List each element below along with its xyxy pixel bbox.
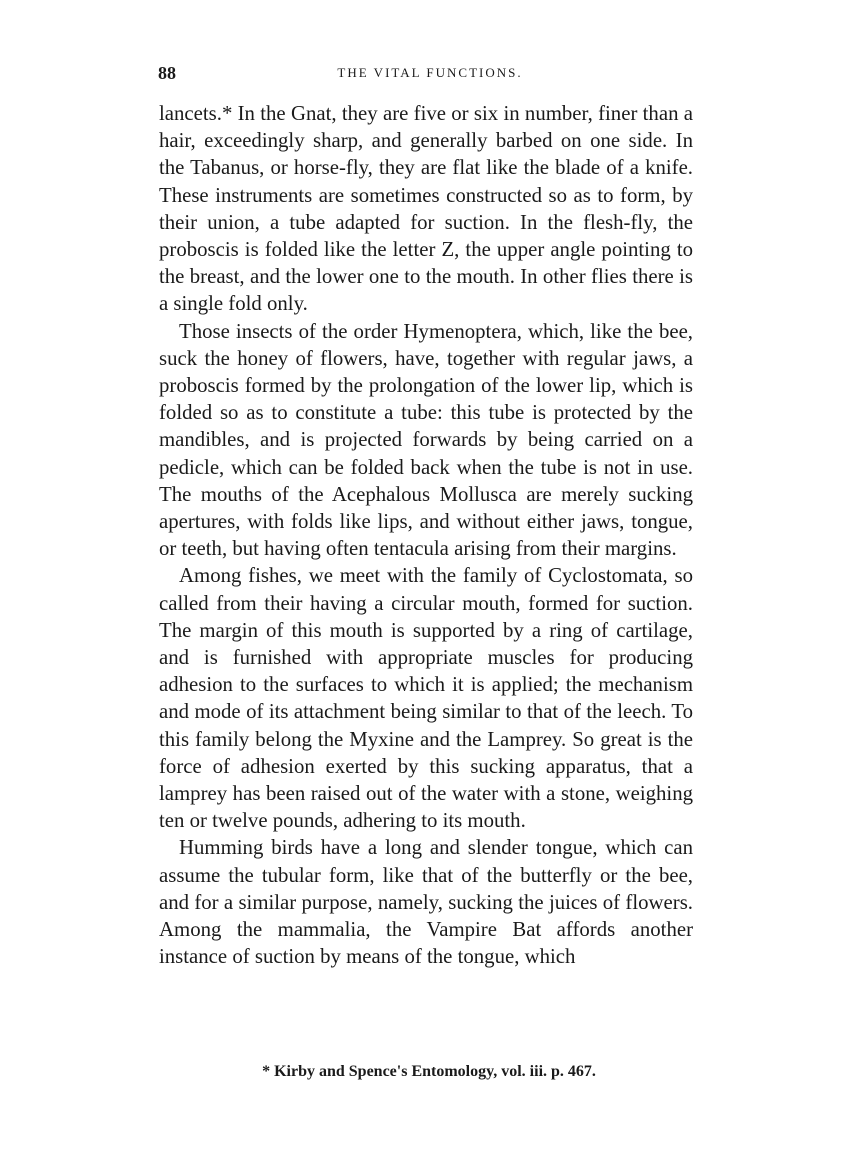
running-title: THE VITAL FUNCTIONS. bbox=[337, 65, 523, 80]
footnote: * Kirby and Spence's Entomology, vol. iii. p. 467. bbox=[262, 1063, 596, 1080]
page-number: 88 bbox=[158, 63, 176, 83]
paragraph-2: Those insects of the order Hymenoptera, which, like the bee, suck the honey of flowers, have, together with regular jaws, a proboscis formed by the prolongation of the lower lip, which is folded so as to constitute a tube: this tube is protected by the mandibles, and is projected forwards by being carried on a pedicle, which can be folded back when the tube is not in use. The mouths of the Acephalous Mollusca are merely sucking apertures, with folds like lips, and without either jaws, tongue, or teeth, but having often tentacula arising from their margins. bbox=[159, 319, 693, 561]
body-text bbox=[159, 100, 693, 971]
paragraph-1: lancets.* In the Gnat, they are five or six in number, finer than a hair, exceedingly sharp, and generally barbed on one side. In the Tabanus, or horse-fly, they are flat like the blade of a knife. These instruments are sometimes constructed so as to form, by their union, a tube adapted for suction. In the flesh-fly, the proboscis is folded like the letter Z, the upper angle pointing to the breast, and the lower one to the mouth. In other flies there is a single fold only. bbox=[159, 102, 693, 316]
paragraph-3: Among fishes, we meet with the family of Cyclostomata, so called from their having a circular mouth, formed for suction. The margin of this mouth is supported by a ring of cartilage, and is furnished with appropriate muscles for producing adhesion to the surfaces to which it is applied; the mechanism and mode of its attachment being similar to that of the leech. To this family belong the Myxine and the Lamprey. So great is the force of adhesion exerted by this sucking apparatus, that a lamprey has been raised out of the water with a stone, weighing ten or twelve pounds, adhering to its mouth. bbox=[159, 564, 693, 833]
paragraph-4: Humming birds have a long and slender tongue, which can assume the tubular form, like that of the butterfly or the bee, and for a similar purpose, namely, sucking the juices of flowers. Among the mammalia, the Vampire Bat affords another instance of suction by means of the tongue, which bbox=[159, 836, 693, 969]
